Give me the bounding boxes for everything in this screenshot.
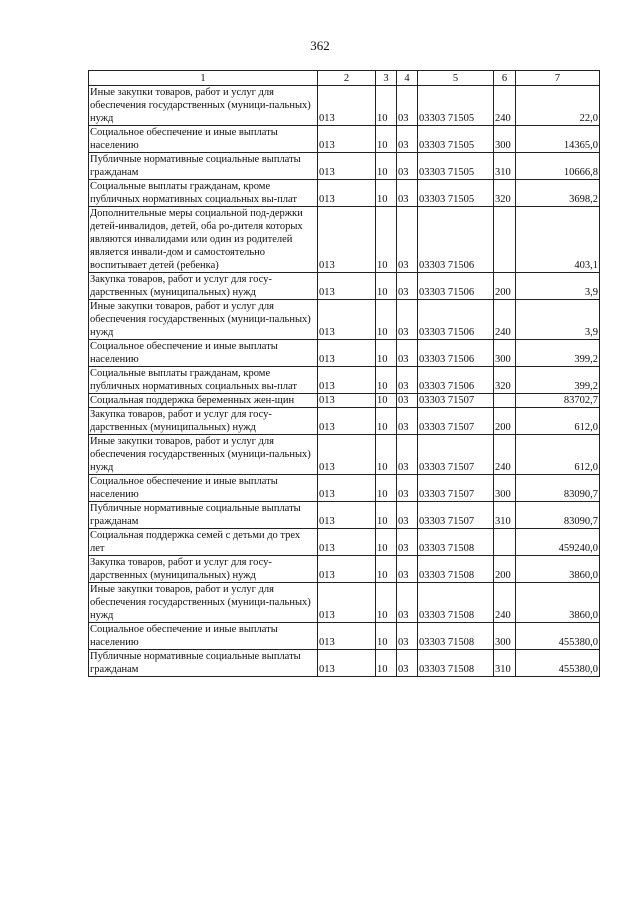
header-cell-3: 3 [376,71,397,86]
table-row [89,340,600,367]
table-row [89,86,600,126]
header-cell-6: 6 [494,71,516,86]
table-row [89,556,600,583]
amount: 3,9 [516,273,600,300]
amount: 399,2 [516,367,600,394]
subsection-code: 03 [397,340,418,367]
target-article-code: 03303 71505 [418,126,494,153]
subsection-code: 03 [397,408,418,435]
amount: 3860,0 [516,583,600,623]
target-article-code: 03303 71508 [418,623,494,650]
expense-type-code: 320 [494,367,516,394]
subsection-code: 03 [397,207,418,273]
budget-table [88,70,600,677]
target-article-code: 03303 71505 [418,86,494,126]
expense-type-code: 300 [494,126,516,153]
section-code: 10 [376,367,397,394]
target-article-code: 03303 71505 [418,180,494,207]
table-row [89,273,600,300]
row-description: Иные закупки товаров, работ и услуг для обеспечения государственных (муници-пальных) нужд [89,583,318,623]
table-row [89,126,600,153]
target-article-code: 03303 71505 [418,153,494,180]
amount: 83090,7 [516,502,600,529]
section-code: 10 [376,623,397,650]
target-article-code: 03303 71507 [418,475,494,502]
row-description: Социальные выплаты гражданам, кроме публичных нормативных социальных вы-плат [89,367,318,394]
expense-type-code: 240 [494,86,516,126]
amount: 455380,0 [516,650,600,677]
expense-type-code: 320 [494,180,516,207]
amount: 22,0 [516,86,600,126]
row-description: Публичные нормативные социальные выплаты гражданам [89,153,318,180]
grbs-code: 013 [318,367,376,394]
amount: 403,1 [516,207,600,273]
row-description: Закупка товаров, работ и услуг для госу-дарственных (муниципальных) нужд [89,556,318,583]
subsection-code: 03 [397,367,418,394]
section-code: 10 [376,300,397,340]
section-code: 10 [376,86,397,126]
header-cell-2: 2 [318,71,376,86]
row-description: Социальное обеспечение и иные выплаты населению [89,623,318,650]
section-code: 10 [376,650,397,677]
table-row [89,367,600,394]
header-cell-5: 5 [418,71,494,86]
expense-type-code: 310 [494,650,516,677]
subsection-code: 03 [397,556,418,583]
subsection-code: 03 [397,394,418,408]
table-row [89,502,600,529]
row-description: Закупка товаров, работ и услуг для госу-дарственных (муниципальных) нужд [89,408,318,435]
grbs-code: 013 [318,153,376,180]
subsection-code: 03 [397,650,418,677]
subsection-code: 03 [397,300,418,340]
expense-type-code [494,207,516,273]
subsection-code: 03 [397,273,418,300]
section-code: 10 [376,126,397,153]
amount: 3698,2 [516,180,600,207]
subsection-code: 03 [397,153,418,180]
target-article-code: 03303 71507 [418,408,494,435]
section-code: 10 [376,180,397,207]
expense-type-code [494,394,516,408]
expense-type-code: 300 [494,475,516,502]
expense-type-code: 200 [494,408,516,435]
amount: 14365,0 [516,126,600,153]
table-row [89,475,600,502]
amount: 612,0 [516,435,600,475]
expense-type-code: 200 [494,273,516,300]
section-code: 10 [376,153,397,180]
grbs-code: 013 [318,300,376,340]
target-article-code: 03303 71508 [418,650,494,677]
row-description: Иные закупки товаров, работ и услуг для обеспечения государственных (муници-пальных) нужд [89,435,318,475]
table-row [89,300,600,340]
subsection-code: 03 [397,623,418,650]
page-number: 362 [310,38,330,53]
row-description: Социальная поддержка беременных жен-щин [89,394,318,408]
subsection-code: 03 [397,86,418,126]
subsection-code: 03 [397,583,418,623]
grbs-code: 013 [318,623,376,650]
header-row [89,71,600,86]
subsection-code: 03 [397,435,418,475]
section-code: 10 [376,556,397,583]
expense-type-code [494,529,516,556]
section-code: 10 [376,475,397,502]
subsection-code: 03 [397,126,418,153]
header-cell-1: 1 [89,71,318,86]
target-article-code: 03303 71507 [418,435,494,475]
amount: 399,2 [516,340,600,367]
expense-type-code: 300 [494,623,516,650]
table-row [89,153,600,180]
section-code: 10 [376,207,397,273]
grbs-code: 013 [318,126,376,153]
row-description: Иные закупки товаров, работ и услуг для обеспечения государственных (муници-пальных) нужд [89,300,318,340]
target-article-code: 03303 71508 [418,556,494,583]
expense-type-code: 300 [494,340,516,367]
amount: 459240,0 [516,529,600,556]
amount: 612,0 [516,408,600,435]
expense-type-code: 310 [494,153,516,180]
expense-type-code: 310 [494,502,516,529]
row-description: Социальная поддержка семей с детьми до трех лет [89,529,318,556]
table-row [89,394,600,408]
target-article-code: 03303 71506 [418,273,494,300]
grbs-code: 013 [318,394,376,408]
table-row [89,180,600,207]
grbs-code: 013 [318,583,376,623]
section-code: 10 [376,408,397,435]
amount: 83702,7 [516,394,600,408]
target-article-code: 03303 71506 [418,300,494,340]
amount: 10666,8 [516,153,600,180]
subsection-code: 03 [397,529,418,556]
target-article-code: 03303 71508 [418,583,494,623]
section-code: 10 [376,340,397,367]
row-description: Иные закупки товаров, работ и услуг для обеспечения государственных (муници-пальных) нужд [89,86,318,126]
row-description: Публичные нормативные социальные выплаты гражданам [89,502,318,529]
section-code: 10 [376,502,397,529]
header-cell-4: 4 [397,71,418,86]
subsection-code: 03 [397,180,418,207]
grbs-code: 013 [318,180,376,207]
section-code: 10 [376,583,397,623]
grbs-code: 013 [318,86,376,126]
grbs-code: 013 [318,408,376,435]
section-code: 10 [376,529,397,556]
table-row [89,408,600,435]
amount: 83090,7 [516,475,600,502]
row-description: Дополнительные меры социальной под-держки детей-инвалидов, детей, оба ро-дителя которых являются инвалидами или один из родителей является инвали-дом и самостоятельно воспитывает детей (ребенка) [89,207,318,273]
grbs-code: 013 [318,556,376,583]
table-row [89,583,600,623]
grbs-code: 013 [318,475,376,502]
grbs-code: 013 [318,502,376,529]
header-cell-7: 7 [516,71,600,86]
table-body [89,86,600,677]
row-description: Социальное обеспечение и иные выплаты населению [89,126,318,153]
expense-type-code: 240 [494,583,516,623]
grbs-code: 013 [318,207,376,273]
subsection-code: 03 [397,475,418,502]
amount: 455380,0 [516,623,600,650]
target-article-code: 03303 71506 [418,207,494,273]
row-description: Социальное обеспечение и иные выплаты населению [89,340,318,367]
target-article-code: 03303 71508 [418,529,494,556]
section-code: 10 [376,273,397,300]
grbs-code: 013 [318,650,376,677]
amount: 3860,0 [516,556,600,583]
grbs-code: 013 [318,340,376,367]
table-row [89,529,600,556]
expense-type-code: 240 [494,435,516,475]
section-code: 10 [376,394,397,408]
amount: 3,9 [516,300,600,340]
target-article-code: 03303 71506 [418,340,494,367]
row-description: Социальные выплаты гражданам, кроме публичных нормативных социальных вы-плат [89,180,318,207]
target-article-code: 03303 71506 [418,367,494,394]
row-description: Публичные нормативные социальные выплаты гражданам [89,650,318,677]
table-row [89,435,600,475]
row-description: Социальное обеспечение и иные выплаты населению [89,475,318,502]
table-row [89,623,600,650]
subsection-code: 03 [397,502,418,529]
table-row [89,207,600,273]
expense-type-code: 200 [494,556,516,583]
grbs-code: 013 [318,273,376,300]
row-description: Закупка товаров, работ и услуг для госу-дарственных (муниципальных) нужд [89,273,318,300]
target-article-code: 03303 71507 [418,394,494,408]
expense-type-code: 240 [494,300,516,340]
grbs-code: 013 [318,529,376,556]
table-row [89,650,600,677]
section-code: 10 [376,435,397,475]
target-article-code: 03303 71507 [418,502,494,529]
grbs-code: 013 [318,435,376,475]
